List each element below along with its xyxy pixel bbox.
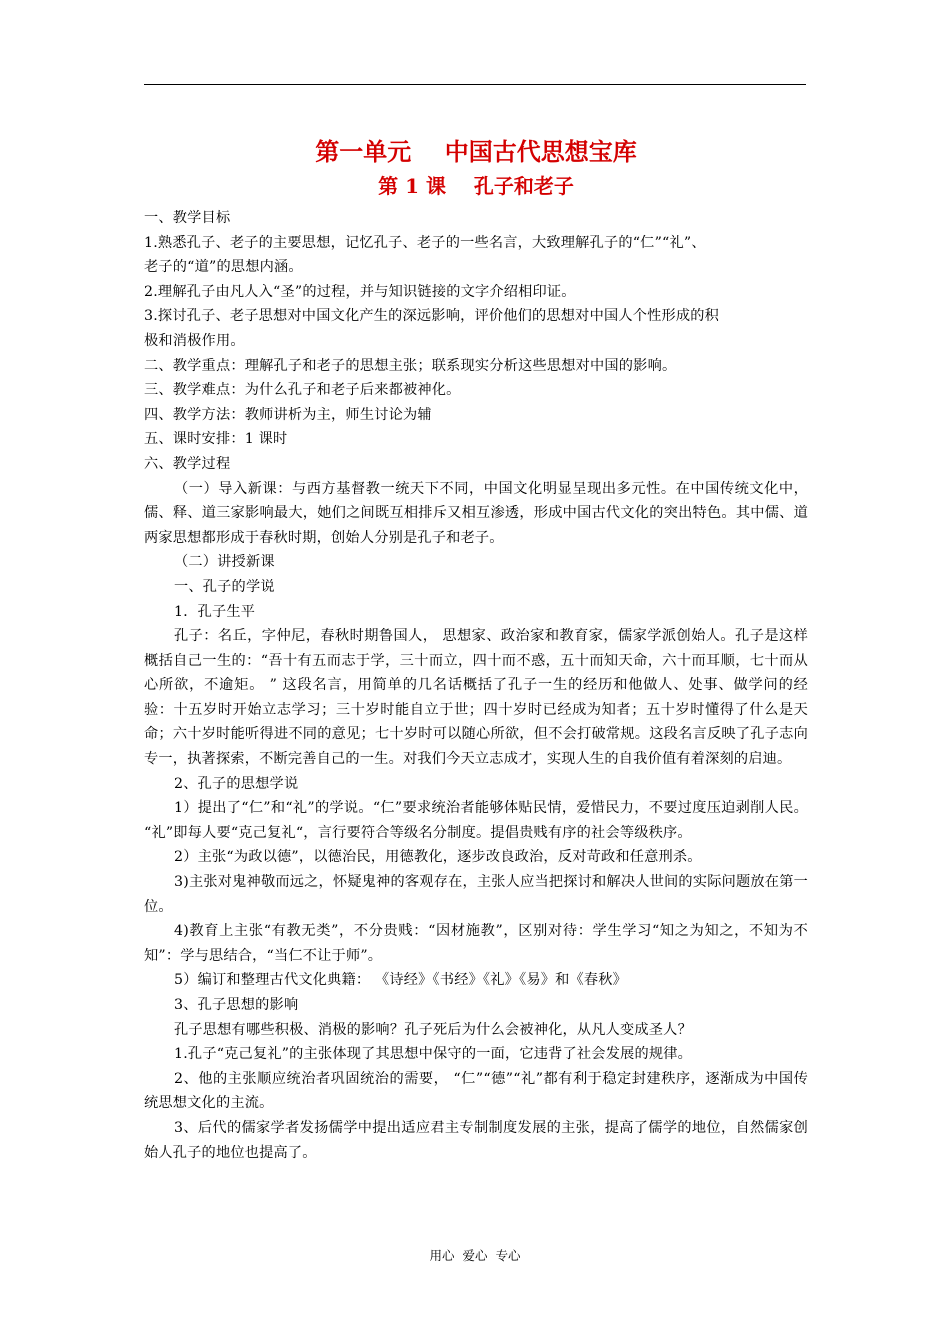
body-line: 2）主张“为政以德”，以德治民，用德教化，逐步改良政治，反对苛政和任意刑杀。 [174,849,702,866]
outline-line: 三、教学难点：为什么孔子和老子后来都被神化。 [144,382,461,399]
body-line: （二）讲授新课 [174,554,275,571]
outline-line: 六、教学过程 [144,455,231,472]
body-paragraph: 1）提出了“仁”和“礼”的学说。“仁”要求统治者能够体贴民情，爱惜民力，不要过度压迫剥削人民。 “礼”即每人要“克己复礼“，言行要符合等级名分制度。提倡贵贱有序的社会等级秩序。 [144,800,808,841]
body-paragraph: 4)教育上主张“有教无类”，不分贵贱：“因材施教”，区别对待：学生学习“知之为知之，不知为不知”：学与思结合，“当仁不让于师”。 [144,923,808,964]
body-paragraph: 2、他的主张顺应统治者巩固统治的需要， “仁”“德”“礼”都有利于稳定封建秩序，逐渐成为中国传统思想文化的主流。 [144,1070,808,1112]
outline-line: 老子的“道”的思想内涵。 [144,259,303,276]
body-paragraph: 3、后代的儒家学者发扬儒学中提出适应君主专制制度发展的主张，提高了儒学的地位，自然儒家创始人孔子的地位也提高了。 [144,1119,808,1161]
outline-line: 1.熟悉孔子、老子的主要思想，记忆孔子、老子的一些名言，大致理解孔子的“仁”“礼”、 [144,234,706,251]
document-body [144,136,808,1165]
body-paragraph: 3)主张对鬼神敬而远之，怀疑鬼神的客观存在，主张人应当把探讨和解决人世间的实际问题放在第一位。 [144,874,808,915]
body-paragraph: （一）导入新课：与西方基督教一统天下不同，中国文化明显呈现出多元性。在中国传统文化中，儒、释、道三家影响最大，她们之间既互相排斥又相互渗透，形成中国古代文化的突出特色。其中儒、道两家思想都形成于春秋时期，创始人分别是孔子和老子。 [144,480,808,546]
body-line: 1．孔子生平 [174,603,256,620]
body-paragraph: 孔子：名丘，字仲尼，春秋时期鲁国人， 思想家、政治家和教育家，儒家学派创始人。孔子是这样概括自己一生的：“吾十有五而志于学，三十而立，四十而不惑，五十而知天命，六十而耳顺，七十而从心所欲，不逾矩。 ” 这段名言，用简单的几名话概括了孔子一生的经历和他做人、处事、做学问的经验：十五岁时开始立志学习；三十岁时能自立于世；四十岁时已经成为知者；五十岁时懂得了什么是天命；六十岁时能听得进不同的意见；七十岁时可以随心所欲，但不会打破常规。这段名言反映了孔子志向专一，执著探索，不断完善自己的一生。对我们今天立志成才，实现人生的自我价值有着深刻的启迪。 [144,628,808,768]
outline-line: 二、教学重点：理解孔子和老子的思想主张；联系现实分析这些思想对中国的影响。 [144,357,677,374]
teaching-process [144,477,808,1166]
teaching-outline [144,206,808,477]
body-line: 2、孔子的思想学说 [174,775,299,792]
body-line: 孔子思想有哪些积极、消极的影响？孔子死后为什么会被神化，从凡人变成圣人？ [174,1021,692,1038]
body-line: 3、孔子思想的影响 [174,997,299,1013]
outline-line: 3.探讨孔子、老子思想对中国文化产生的深远影响，评价他们的思想对中国人个性形成的积 [144,308,720,325]
outline-line: 极和消极作用。 [144,332,245,349]
page-footer: 用心 爱心 专心 [429,1248,521,1263]
body-line: 5）编订和整理古代文化典籍： 《诗经》《书经》《礼》《易》和《春秋》 [174,972,628,989]
body-line: 1.孔子“克己复礼”的主张体现了其思想中保守的一面，它违背了社会发展的规律。 [174,1046,693,1063]
lesson-title: 第 1 课 孔子和老子 [378,174,574,198]
outline-line: 四、教学方法：教师讲析为主，师生讨论为辅 [144,406,432,423]
header-rule [144,84,806,85]
unit-title: 第一单元 中国古代思想宝库 [315,137,637,166]
outline-line: 一、教学目标 [144,210,231,226]
body-line: 一、孔子的学说 [174,578,275,595]
outline-line: 五、课时安排：1 课时 [144,431,288,448]
outline-line: 2.理解孔子由凡人入“圣”的过程，并与知识链接的文字介绍相印证。 [144,283,576,300]
